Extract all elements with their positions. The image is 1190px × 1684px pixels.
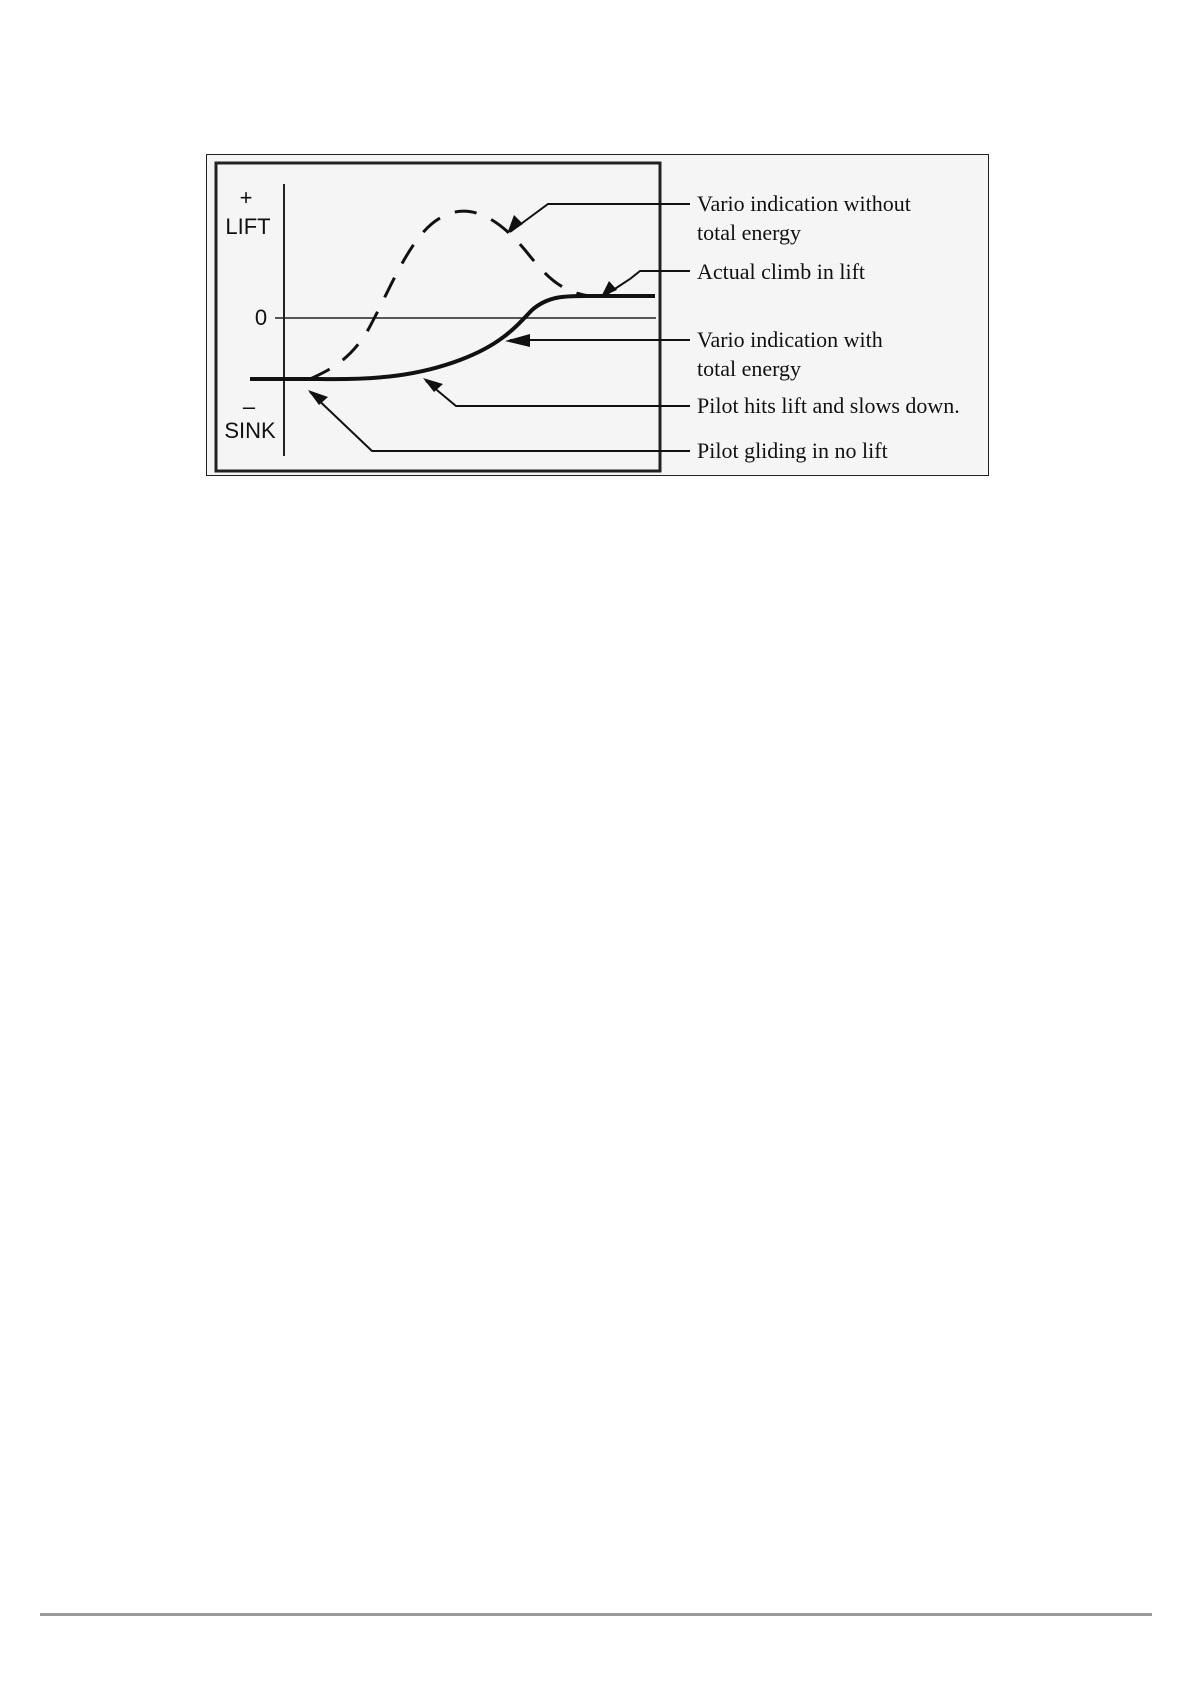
leader-actual-climb (604, 271, 690, 296)
footer-divider (40, 1613, 1152, 1616)
arrowhead-gliding (308, 390, 328, 405)
leader-hits-lift (426, 381, 690, 406)
callout-gliding: Pilot gliding in no lift (697, 438, 888, 463)
callout-with-total-energy-line1: Vario indication with (697, 327, 883, 352)
zero-label: 0 (254, 305, 268, 330)
arrowhead-with-total-energy (505, 334, 530, 347)
lift-label: LIFT (225, 214, 271, 239)
curve-vario-with-total-energy (250, 296, 655, 379)
arrowheads (308, 215, 617, 405)
sink-label: SINK (224, 418, 276, 443)
minus-sign: – (242, 394, 256, 419)
curve-vario-without-total-energy (310, 211, 590, 379)
leader-lines (310, 204, 690, 451)
plus-sign: + (239, 185, 253, 210)
callout-hits-lift: Pilot hits lift and slows down. (697, 393, 960, 418)
leader-gliding (310, 392, 690, 451)
callout-without-total-energy-line2: total energy (697, 220, 802, 245)
plot-frame (216, 163, 660, 471)
arrowhead-without-total-energy (507, 215, 523, 234)
callout-with-total-energy-line2: total energy (697, 356, 802, 381)
leader-without-total-energy (510, 204, 690, 232)
callout-without-total-energy-line1: Vario indication without (697, 191, 911, 216)
arrowhead-hits-lift (423, 378, 443, 392)
callout-actual-climb: Actual climb in lift (697, 259, 866, 284)
